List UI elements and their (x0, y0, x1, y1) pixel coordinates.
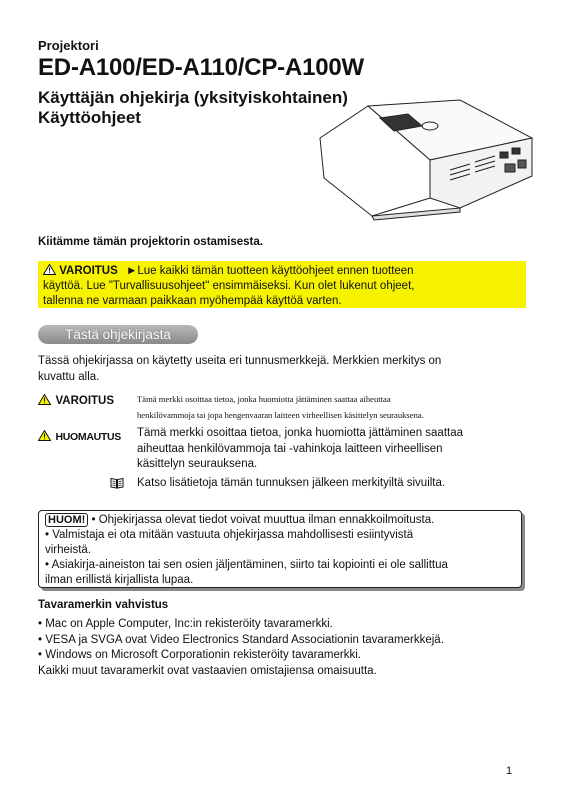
warning-triangle-icon (43, 264, 56, 275)
legend-warning-label: VAROITUS (55, 395, 115, 407)
legend-book-text: Katso lisätietoja tämän tunnuksen jälkeen merkityiltä sivuilta. (137, 477, 446, 489)
section-intro-line-2: kuvattu alla. (38, 371, 100, 383)
legend-warning-line-1: Tämä merkki osoittaa tietoa, jonka huomiotta jättäminen saattaa aiheuttaa (137, 394, 391, 404)
legend-warning-text (137, 391, 532, 423)
model-title: ED-A100/ED-A110/CP-A100W (38, 54, 364, 81)
warning-line-3: tallenna ne varmaan paikkaan myöhempää käyttöä varten. (43, 295, 342, 307)
trademark-item: • Windows on Microsoft Corporationin rekisteröity tavaramerkki. (38, 649, 361, 661)
note-line-5: ilman erillistä kirjallista lupaa. (45, 574, 194, 586)
note-line-3: virheistä. (45, 544, 92, 556)
trademark-title: Tavaramerkin vahvistus (38, 599, 169, 611)
legend-caution-line-1: Tämä merkki osoittaa tietoa, jonka huomiotta jättäminen saattaa (137, 427, 464, 439)
legend-caution-label-wrap (38, 427, 121, 445)
note-line-1: • Ohjekirjassa olevat tiedot voivat muuttua ilman ennakkoilmoitusta. (91, 514, 435, 526)
section-intro (38, 353, 528, 385)
section-heading: Tästä ohjekirjasta (38, 325, 198, 344)
manual-subtitle: Käyttäjän ohjekirja (yksityiskohtainen) (38, 88, 348, 107)
book-icon (110, 477, 124, 489)
trademark-item: Kaikki muut tavaramerkit ovat vastaavien omistajiensa omaisuutta. (38, 664, 377, 677)
legend-caution-text (137, 426, 532, 473)
trademark-list (38, 617, 533, 679)
warning-line-2: käyttöä. Lue "Turvallisuusohjeet" ensimmäiseksi. Kun olet lukenut ohjeet, (43, 280, 415, 292)
manual-subtitle-2: Käyttöohjeet (38, 108, 141, 127)
section-intro-line-1: Tässä ohjekirjassa on käytetty useita eri tunnusmerkkejä. Merkkien merkitys on (38, 355, 442, 367)
warning-label: VAROITUS (59, 265, 118, 277)
projector-illustration (310, 98, 535, 223)
warning-box (38, 261, 526, 308)
legend-warning-label-wrap (38, 391, 114, 409)
caution-triangle-icon (38, 430, 51, 441)
product-category: Projektori (38, 38, 99, 53)
warning-line-1: Lue kaikki tämän tuotteen käyttöohjeet ennen tuotteen (137, 265, 414, 277)
legend-warning-line-2: henkilövammoja tai jopa hengenvaaran laitteen virheellisen käsittelyn seurauksena. (137, 410, 424, 420)
legend-caution-line-2: aiheuttaa henkilövammoja tai -vahinkoja laitteen virheellisen (137, 442, 443, 455)
note-line-4: • Asiakirja-aineiston tai sen osien jäljentäminen, siirto tai kopiointi ei ole sallittua (45, 559, 448, 571)
legend-caution-label: HUOMAUTUS (55, 431, 121, 443)
note-line-2: • Valmistaja ei ota mitään vastuuta ohjekirjassa mahdollisesti esiintyvistä (45, 529, 414, 541)
warning-arrow: ► (125, 265, 138, 277)
warning-triangle-icon (38, 394, 51, 405)
page-number: 1 (506, 765, 513, 777)
note-box (38, 510, 522, 588)
trademark-item: • Mac on Apple Computer, Inc:in rekisteröity tavaramerkki. (38, 618, 333, 630)
note-label: HUOM! (45, 513, 88, 527)
trademark-item: • VESA ja SVGA ovat Video Electronics Standard Associationin tavaramerkkejä. (38, 633, 444, 646)
legend-caution-line-3: käsittelyn seurauksena. (137, 458, 258, 470)
thanks-text: Kiitämme tämän projektorin ostamisesta. (38, 236, 263, 248)
